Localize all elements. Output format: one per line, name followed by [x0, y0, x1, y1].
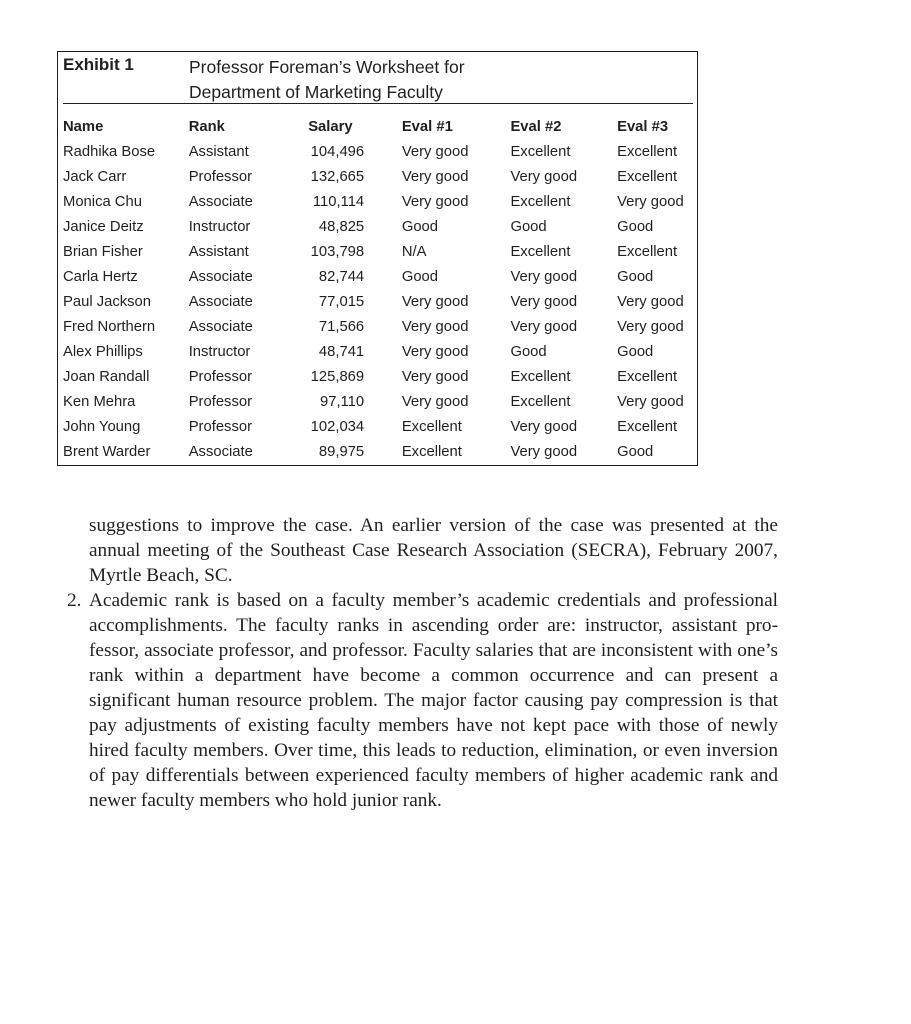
cell-eval2: Excellent	[510, 193, 571, 210]
cell-eval1: Very good	[401, 318, 469, 335]
cell-eval3: Excellent	[617, 143, 678, 160]
title-divider	[63, 103, 693, 104]
col-header-rank: Rank	[188, 118, 225, 135]
cell-spacer	[364, 439, 402, 464]
cell-eval3: Very good	[617, 293, 684, 310]
table-row	[63, 139, 697, 164]
cell-eval3: Good	[617, 218, 654, 235]
cell-salary: 102,034	[310, 418, 365, 435]
cell-eval1: Very good	[401, 393, 469, 410]
cell-salary: 97,110	[319, 393, 365, 410]
cell-rank: Associate	[188, 293, 253, 310]
cell-rank: Associate	[188, 193, 253, 210]
cell-salary: 82,744	[318, 268, 365, 285]
cell-salary: 103,798	[310, 243, 365, 260]
cell-salary: 71,566	[318, 318, 365, 335]
cell-spacer	[364, 189, 402, 214]
col-header-name: Name	[63, 118, 104, 135]
table-body	[63, 139, 697, 464]
cell-spacer	[364, 339, 402, 364]
faculty-table	[63, 114, 697, 464]
cell-salary: 125,869	[310, 368, 365, 385]
cell-eval1: N/A	[401, 243, 427, 260]
cell-rank: Associate	[188, 443, 253, 460]
cell-eval2: Good	[510, 218, 547, 235]
cell-spacer	[364, 239, 402, 264]
table-row	[63, 189, 697, 214]
col-header-eval1: Eval #1	[401, 118, 453, 135]
cell-eval3: Very good	[617, 318, 684, 335]
cell-salary: 104,496	[310, 143, 365, 160]
cell-spacer	[364, 364, 402, 389]
cell-eval2: Very good	[510, 268, 578, 285]
cell-eval2: Very good	[510, 318, 578, 335]
note-2-text: Academic rank is based on a faculty member’s academic credentials and professional accomplishments. The faculty ranks in ascending order are: instructor, assistant pro-fessor, associate professor, and professor. Faculty salaries that are inconsistent with one’s rank within a department have become a common occurrence and can present a significant human resource problem. The major factor causing pay compression is that pay adjustments of existing faculty members have not kept pace with those of newly hired faculty members. Over time, this leads to reduction, elimination, or even inversion of pay differentials between experienced faculty members of higher academic rank and newer faculty members who hold junior rank.	[89, 590, 778, 811]
table-row	[63, 364, 697, 389]
cell-eval3: Excellent	[617, 243, 678, 260]
cell-rank: Assistant	[188, 143, 249, 160]
cell-salary: 132,665	[310, 168, 365, 185]
cell-eval3: Excellent	[617, 418, 678, 435]
cell-name: Janice Deitz	[63, 218, 144, 235]
table-row	[63, 214, 697, 239]
cell-eval3: Good	[617, 268, 654, 285]
cell-name: Jack Carr	[63, 168, 127, 185]
table-row	[63, 389, 697, 414]
table-header-row	[63, 114, 697, 139]
cell-name: John Young	[63, 418, 141, 435]
cell-name: Fred Northern	[63, 318, 156, 335]
cell-name: Brent Warder	[63, 443, 151, 460]
table-row	[63, 264, 697, 289]
table-row	[63, 439, 697, 464]
cell-spacer	[364, 289, 402, 314]
table-row	[63, 239, 697, 264]
cell-eval2: Good	[510, 343, 547, 360]
cell-spacer	[364, 164, 402, 189]
cell-eval3: Excellent	[617, 168, 678, 185]
note-2	[67, 588, 778, 813]
cell-name: Brian Fisher	[63, 243, 143, 260]
cell-eval2: Excellent	[510, 368, 571, 385]
cell-rank: Professor	[188, 393, 253, 410]
cell-spacer	[364, 214, 402, 239]
cell-salary: 77,015	[318, 293, 365, 310]
cell-rank: Associate	[188, 318, 253, 335]
cell-spacer	[364, 389, 402, 414]
cell-spacer	[364, 264, 402, 289]
cell-salary: 110,114	[312, 193, 365, 210]
cell-eval2: Very good	[510, 293, 578, 310]
cell-rank: Professor	[188, 168, 253, 185]
table-row	[63, 164, 697, 189]
cell-name: Joan Randall	[63, 368, 150, 385]
cell-salary: 48,825	[318, 218, 365, 235]
cell-rank: Assistant	[188, 243, 249, 260]
cell-name: Alex Phillips	[63, 343, 143, 360]
cell-eval1: Very good	[401, 368, 469, 385]
cell-eval3: Very good	[617, 393, 684, 410]
cell-eval2: Excellent	[510, 143, 571, 160]
cell-rank: Professor	[188, 418, 253, 435]
cell-eval1: Good	[401, 268, 439, 285]
notes-text	[67, 513, 778, 813]
cell-rank: Instructor	[188, 218, 251, 235]
cell-eval3: Good	[617, 343, 654, 360]
exhibit-title-line1: Professor Foreman’s Worksheet for	[189, 57, 465, 77]
exhibit-title-line2: Department of Marketing Faculty	[189, 82, 443, 102]
table-row	[63, 414, 697, 439]
exhibit-title	[189, 55, 465, 105]
exhibit-label: Exhibit 1	[63, 55, 134, 74]
cell-eval1: Very good	[401, 343, 469, 360]
cell-salary: 48,741	[318, 343, 365, 360]
note-continued: suggestions to improve the case. An earlier version of the case was presented at the annual meeting of the Southeast Case Research Association (SECRA), February 2007, Myrtle Beach, SC.	[89, 515, 778, 586]
cell-eval2: Very good	[510, 443, 578, 460]
cell-eval2: Very good	[510, 168, 578, 185]
cell-spacer	[364, 414, 402, 439]
table-row	[63, 339, 697, 364]
cell-eval2: Excellent	[510, 243, 571, 260]
cell-rank: Associate	[188, 268, 253, 285]
col-header-eval2: Eval #2	[510, 118, 562, 135]
cell-rank: Instructor	[188, 343, 251, 360]
col-header-eval3: Eval #3	[617, 118, 669, 135]
cell-eval1: Excellent	[401, 418, 462, 435]
cell-eval1: Very good	[401, 193, 469, 210]
cell-name: Monica Chu	[63, 193, 142, 210]
cell-spacer	[364, 139, 402, 164]
cell-rank: Professor	[188, 368, 253, 385]
cell-eval1: Excellent	[401, 443, 462, 460]
cell-eval3: Excellent	[617, 368, 678, 385]
cell-name: Radhika Bose	[63, 143, 156, 160]
cell-eval3: Very good	[617, 193, 684, 210]
table-row	[63, 289, 697, 314]
cell-eval3: Good	[617, 443, 654, 460]
cell-eval1: Good	[401, 218, 439, 235]
cell-salary: 89,975	[318, 443, 365, 460]
cell-name: Ken Mehra	[63, 393, 136, 410]
cell-eval1: Very good	[401, 143, 469, 160]
exhibit-box	[57, 51, 698, 466]
col-spacer	[364, 114, 402, 139]
cell-eval2: Very good	[510, 418, 578, 435]
cell-eval1: Very good	[401, 293, 469, 310]
cell-name: Paul Jackson	[63, 293, 152, 310]
table-row	[63, 314, 697, 339]
cell-eval2: Excellent	[510, 393, 571, 410]
cell-spacer	[364, 314, 402, 339]
cell-name: Carla Hertz	[63, 268, 138, 285]
note-2-number: 2.	[67, 590, 82, 611]
col-header-salary: Salary	[308, 118, 353, 135]
cell-eval1: Very good	[401, 168, 469, 185]
